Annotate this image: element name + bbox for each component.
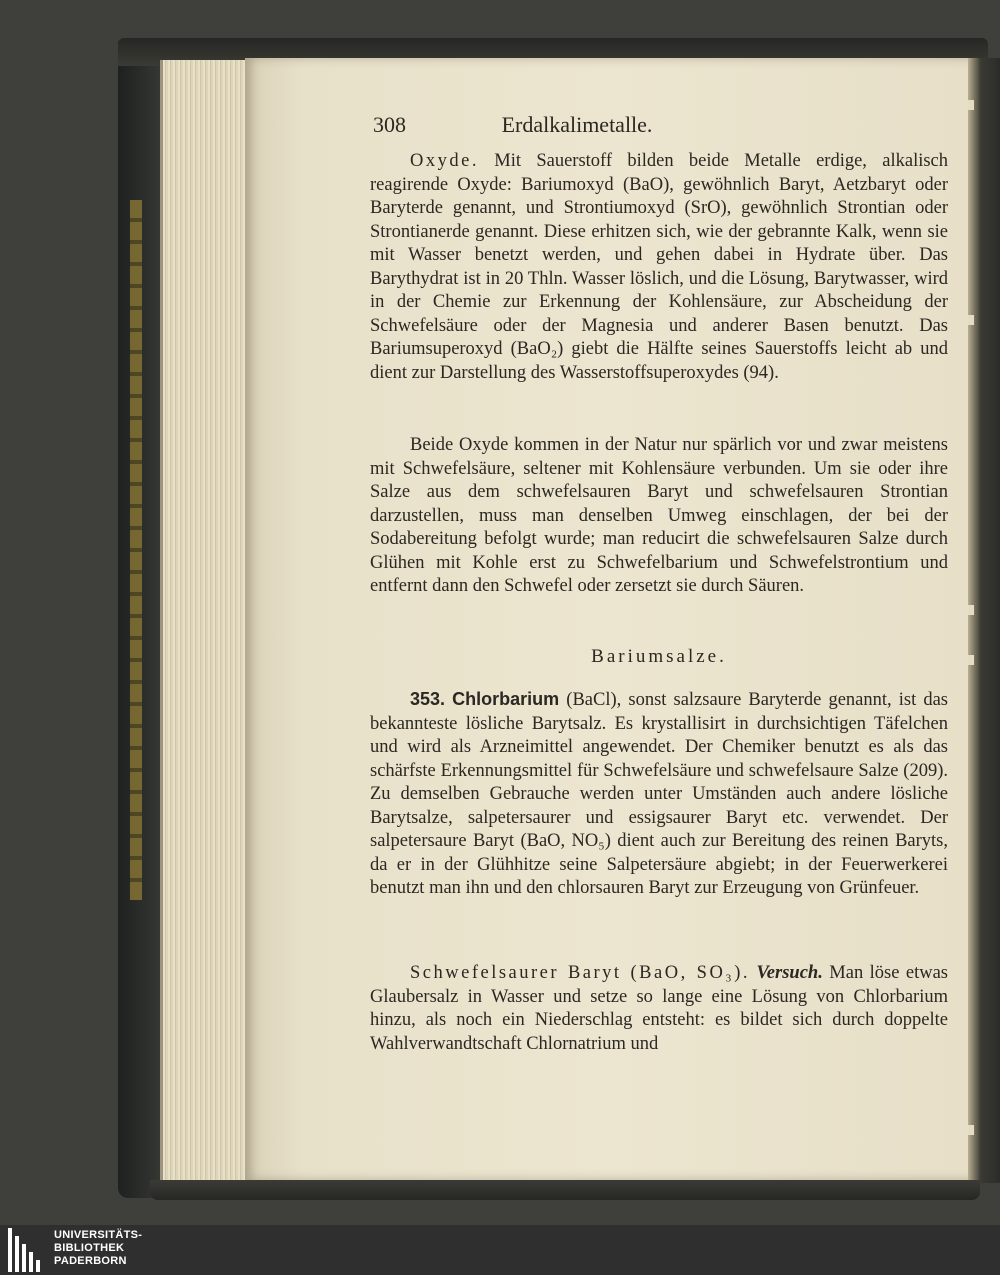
paragraph-text: Man löse etwas Glaubersalz in Wasser und setze so lange eine Lösung von Chlorbarium hinzu, als noch ein Niederschlag entsteht: es bildet sich durch doppelte Wahlverwandtschaft Chlornatrium und (370, 963, 949, 1054)
running-title: Erdalkalimetalle. (501, 112, 653, 137)
page-header (373, 112, 748, 138)
paragraph-beide-oxyde (370, 434, 948, 599)
book-cover-bottom (150, 1180, 980, 1200)
paragraph-schwefelsaurer-baryt (370, 962, 948, 1056)
library-footer (0, 1225, 1000, 1275)
spine-decoration (130, 200, 142, 900)
paragraph-emphasis: Versuch. (756, 963, 823, 983)
paragraph-lead: Oxyde. (410, 151, 479, 171)
paragraph-number: 353. (410, 689, 446, 709)
page-number: 308 (373, 112, 406, 137)
page-tab-marker (968, 100, 974, 110)
paragraph-chlorbarium (370, 688, 948, 901)
page-tab-marker (968, 655, 974, 665)
library-logo-icon (8, 1228, 48, 1272)
paragraph-lead: Schwefelsaurer Baryt (BaO, SO₃). (410, 963, 751, 983)
page-tab-marker (968, 315, 974, 325)
page-tab-marker (968, 605, 974, 615)
book-cover-right (968, 58, 1000, 1183)
library-name (54, 1229, 142, 1268)
paragraph-oxyde (370, 150, 948, 385)
library-name-line: UNIVERSITÄTS- (54, 1229, 143, 1241)
page-tab-marker (968, 1125, 974, 1135)
section-heading: Bariumsalze. (591, 646, 727, 667)
paragraph-text: Mit Sauerstoff bilden beide Metalle erdige, alkalisch reagirende Oxyde: Bariumoxyd (BaO), gewöhnlich Baryt, Aetzbaryt oder Baryterde genannt, und Strontiumoxyd (SrO), gewöhnlich Strontian oder Strontianerde genannt. Diese erhitzen sich, wie der gebrannte Kalk, wenn sie mit Wasser benetzt werden, und gehen dabei in Hydrate über. Das Barythydrat ist in 20 Thln. Wasser löslich, und die Lösung, Barytwasser, wird in der Chemie zur Erkennung der Kohlensäure, zur Abscheidung der Schwefelsäure oder der Magnesia und anderer Basen benutzt. Das Bariumsuperoxyd (BaO₂) giebt die Hälfte seines Sauerstoffs leicht ab und dient zur Darstellung des Wasserstoffsuperoxydes (94). (370, 151, 949, 383)
paragraph-text: (BaCl), sonst salzsaure Baryterde genannt, ist das bekannteste lösliche Barytsalz. Es krystallisirt in durchsichtigen Täfelchen und wird als Arzneimittel angewendet. Der Chemiker benutzt es als das schärfste Erkennungsmittel für Schwefelsäure und schwefelsaure Salze (209). Zu demselben Gebrauche werden unter Umständen auch andere lösliche Barytsalze, salpetersaurer und essigsaurer Baryt etc. verwendet. Der salpetersaure Baryt (BaO, NO₅) dient auch zur Bereitung des reinen Baryts, da er in der Glühhitze seine Salpetersäure abgiebt; in der Feuerwerkerei benutzt man ihn und den chlorsauren Baryt zur Erzeugung von Grünfeuer. (370, 690, 948, 898)
paragraph-lead: Chlorbarium (452, 689, 560, 709)
paragraph-text: Beide Oxyde kommen in der Natur nur spärlich vor und zwar meistens mit Schwefelsäure, seltener mit Kohlensäure verbunden. Um sie oder ihre Salze aus dem schwefelsauren Baryt und schwefelsauren Strontian darzustellen, muss man denselben Umweg einschlagen, der bei der Sodabereitung befolgt wurde; man reducirt die schwefelsauren Salze durch Glühen mit Kohle erst zu Schwefelbarium und Schwefelstrontium und entfernt dann den Schwefel oder zersetzt sie durch Säuren. (370, 435, 948, 596)
library-name-line: PADERBORN (54, 1255, 127, 1267)
library-name-line: BIBLIOTHEK (54, 1242, 125, 1254)
